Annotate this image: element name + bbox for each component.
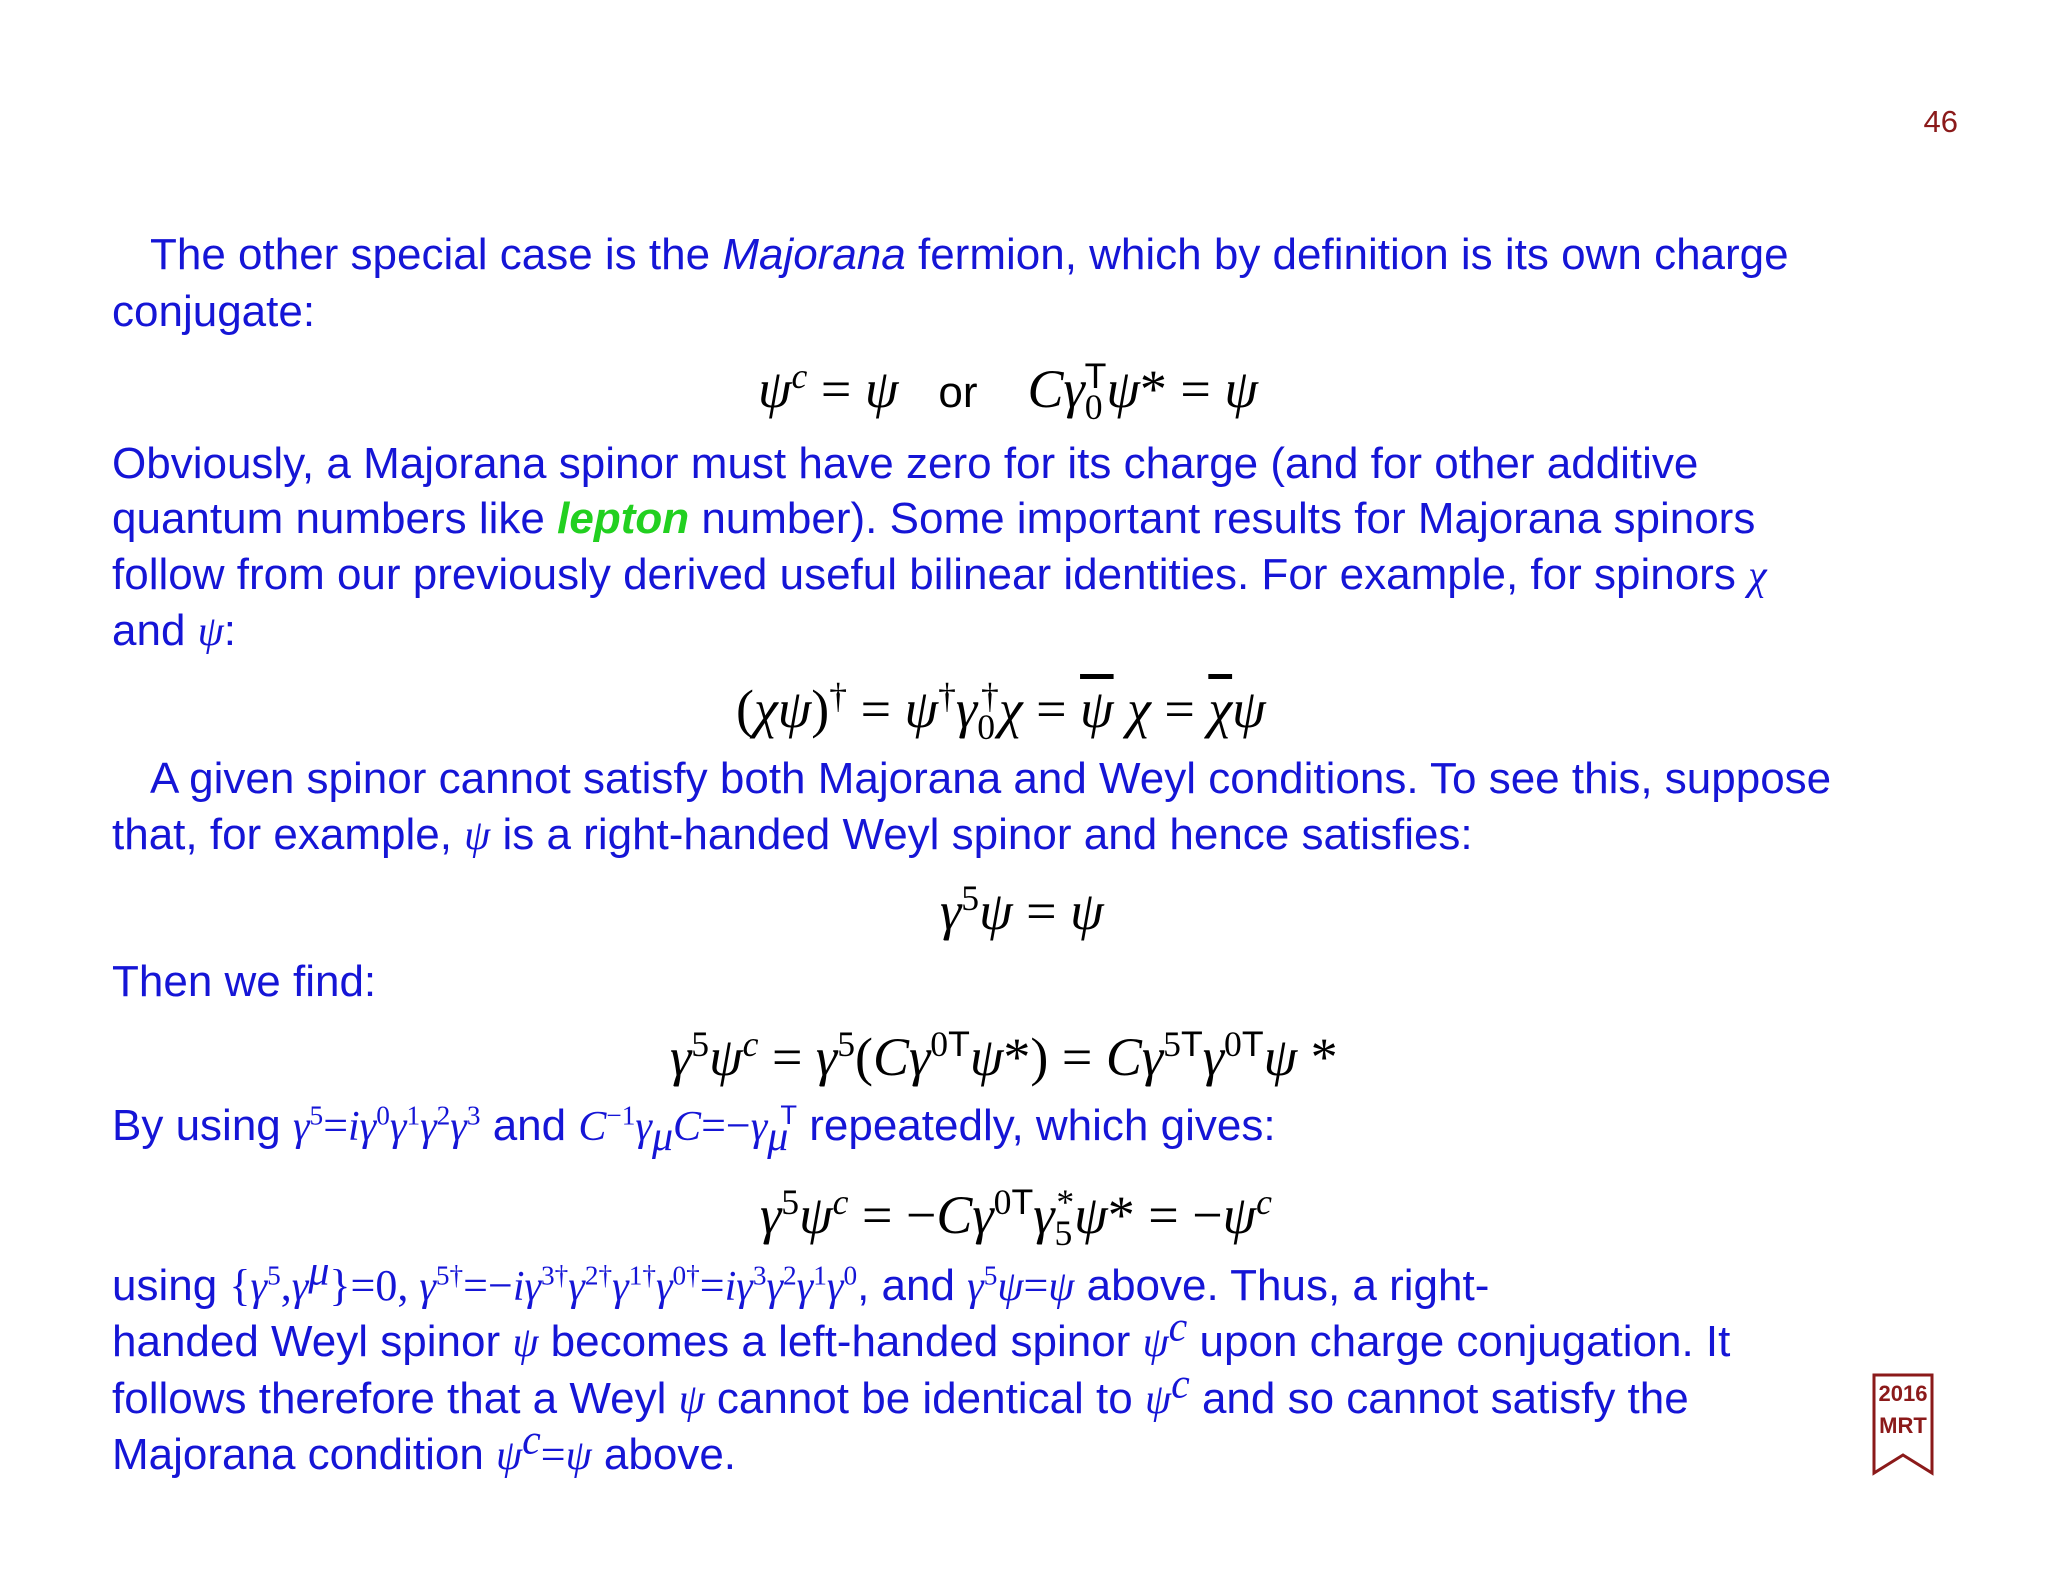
- para5-line2-a: handed Weyl spinor: [112, 1317, 513, 1366]
- para2-line4: and ψ:: [112, 606, 236, 655]
- equation-weyl-condition: $\gamma^5\psi = \psi$: [940, 878, 1104, 941]
- para3-text-b: is a right-handed Weyl spinor and hence satisfies:: [490, 810, 1473, 859]
- para1-line2: conjugate:: [112, 287, 316, 336]
- para2-line3: follow from our previously derived useful bilinear identities. For example, for spinors χ: [112, 550, 1767, 599]
- page-number: 46: [1923, 104, 1958, 139]
- para3-text-a: that, for example,: [112, 810, 465, 859]
- para3-line2: that, for example, ψ is a right-handed Weyl spinor and hence satisfies:: [112, 810, 1473, 859]
- para5-line2-b: becomes a left-handed spinor: [538, 1317, 1143, 1366]
- para2-line1: Obviously, a Majorana spinor must have zero for its charge (and for other additive: [112, 439, 1699, 488]
- lepton-highlight: lepton: [557, 494, 690, 543]
- mrt-ribbon-badge: [1872, 1373, 1934, 1477]
- para4-text-c: repeatedly, which gives:: [797, 1101, 1276, 1150]
- para1-text-a: The other special case is the: [150, 230, 723, 279]
- equation-majorana-condition: $\psi^c = \psi$ or $C\gamma_0^T\psi* = \psi$: [758, 356, 1258, 427]
- para2-line4-text: and: [112, 606, 198, 655]
- para5-line4: Majorana condition $\psi^c=\psi$ above.: [112, 1417, 737, 1479]
- para5-line4-a: Majorana condition: [112, 1430, 497, 1479]
- majorana-emphasis: Majorana: [722, 230, 906, 279]
- para5-line3-b: cannot be identical to: [704, 1374, 1145, 1423]
- para4-text-a: By using: [112, 1101, 293, 1150]
- para2-text-b: number). Some important results for Majorana spinors: [689, 494, 1756, 543]
- equation-left-handed-result: $\gamma^5\psi^c = -C\gamma^{0T}\gamma_5^*\psi* = -\psi^c$: [760, 1182, 1272, 1253]
- para1-text-b: fermion, which by definition is its own charge: [905, 230, 1789, 279]
- para2-line2: [112, 494, 1756, 543]
- para5-text-a: using: [112, 1261, 230, 1310]
- para2-line3-text: follow from our previously derived useful bilinear identities. For example, for spinors: [112, 550, 1736, 599]
- para4-text-b: and: [480, 1101, 579, 1150]
- para5-text-c: above. Thus, a right-: [1074, 1261, 1490, 1310]
- para5-line3-a: follows therefore that a Weyl: [112, 1374, 679, 1423]
- badge-initials: MRT: [1879, 1413, 1927, 1438]
- para2-text-a: quantum numbers like: [112, 494, 558, 543]
- para5-line4-b: above.: [591, 1430, 737, 1479]
- para5-line2-c: upon charge conjugation. It: [1187, 1317, 1731, 1366]
- para5-line3-c: and so cannot satisfy the: [1189, 1374, 1689, 1423]
- para5-line1: using $\{\gamma^5,\gamma^\mu\}=0$, $\gamma^{5\dagger}=-i\gamma^{3\dagger}\gamma^{2\dagger}\gamma^{1\dagger}\gamma^{0\dagger}=i\gamma^3\gamma^2\gamma^1\gamma^0$, and $\gamma^5\psi=\psi$ above. Thus, a right-: [112, 1248, 1490, 1310]
- para5-text-b: , and: [857, 1261, 968, 1310]
- para5-line2: handed Weyl spinor ψ becomes a left-handed spinor $\psi^c$ upon charge conjugation. It: [112, 1304, 1731, 1366]
- equation-bilinear-identity: $(\chi\psi)^\dagger = \psi^\dagger\gamma_0^\dagger\chi = \overline{\psi}$ $\chi = \overline{\chi}\psi$: [736, 676, 1266, 747]
- para5-line3: follows therefore that a Weyl ψ cannot be identical to $\psi^c$ and so cannot satisfy the: [112, 1361, 1689, 1423]
- then-we-find: Then we find:: [112, 957, 377, 1006]
- badge-year: 2016: [1878, 1381, 1928, 1406]
- para1-line1: [150, 230, 1789, 279]
- equation-gamma5-charge-conjugate: $\gamma^5\psi^c = \gamma^5(C\gamma^{0T}\psi*) = C\gamma^{5T}\gamma^{0T}\psi$ *: [670, 1024, 1338, 1087]
- eq1-or: or: [938, 368, 978, 417]
- para4-line: By using $\gamma^5=i\gamma^0\gamma^1\gamma^2\gamma^3$ and $C^{-1}\gamma_\mu C=-\gamma_\mu^T$ repeatedly, which gives:: [112, 1099, 1276, 1160]
- para3-line1: A given spinor cannot satisfy both Majorana and Weyl conditions. To see this, suppose: [150, 754, 1832, 803]
